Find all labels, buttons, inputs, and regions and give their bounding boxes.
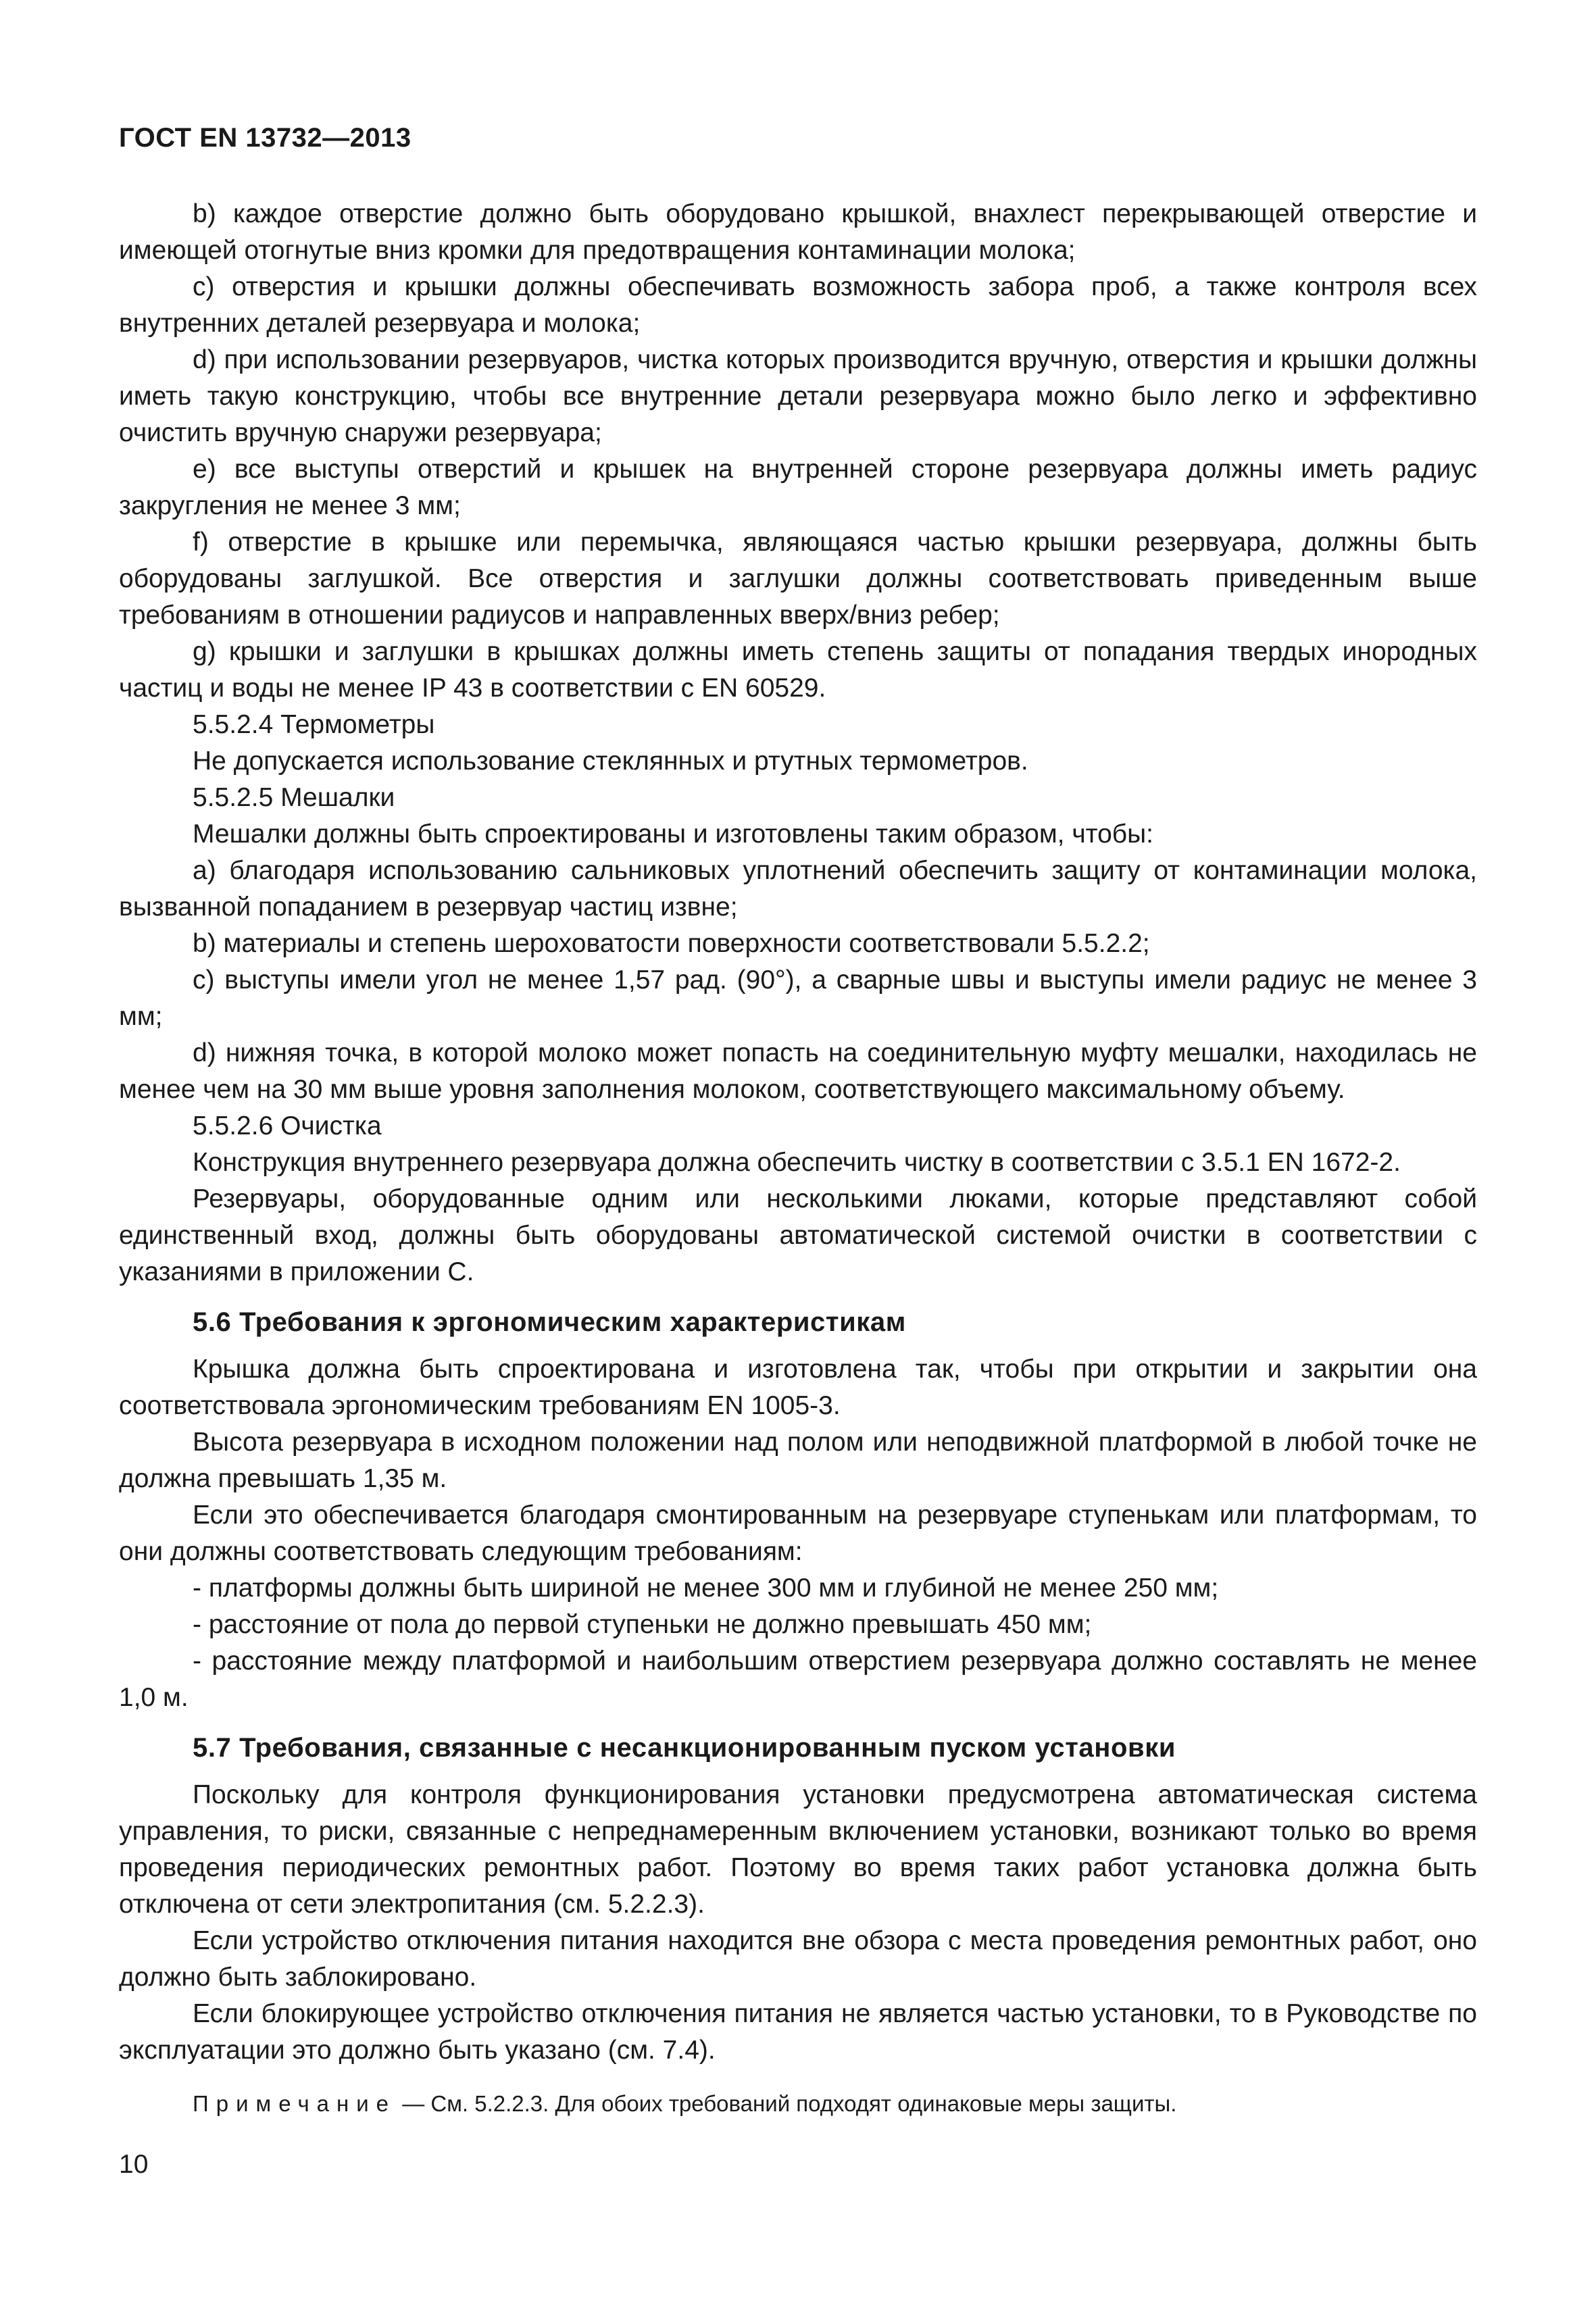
subsection-thermometers-title: 5.5.2.4 Термометры [193,710,435,739]
section-5-6-title: 5.6 Требования к эргономическим характеристикам [193,1307,906,1337]
note-label: Примечание [193,2091,397,2116]
section-5-6 [119,1304,1477,1716]
section-5-7-title: 5.7 Требования, связанные с несанкционированным пуском установки [193,1733,1176,1763]
cleaning-hatches-text: Резервуары, оборудованные одним или несколькими люками, которые представляют собой единственный вход, должны быть оборудованы автоматической системой очистки в соответствии с указаниями в приложении С. [119,1184,1477,1286]
clause-c-openings: c) отверстия и крышки должны обеспечивать возможность забора проб, а также контроля всех внутренних деталей резервуара и молока; [119,272,1477,338]
thermometers-text: Не допускается использование стеклянных и ртутных термометров. [193,747,1028,776]
section-5-6-list-item: - платформы должны быть шириной не менее 300 мм и глубиной не менее 250 мм; [193,1574,1219,1603]
agitators-clause-c: c) выступы имели угол не менее 1,57 рад. (90°), а сварные швы и выступы имели радиус не менее 3 мм; [119,965,1477,1031]
agitators-intro: Мешалки должны быть спроектированы и изготовлены таким образом, чтобы: [193,820,1153,849]
page-number: 10 [119,2150,149,2179]
section-5-6-paragraph: Высота резервуара в исходном положении над полом или неподвижной платформой в любой точке не должна превышать 1,35 м. [119,1428,1477,1493]
section-5-7-paragraph: Если блокирующее устройство отключения питания не является частью установки, то в Руководстве по эксплуатации это должно быть указано (см. 7.4). [119,1999,1477,2065]
opening-clauses [119,196,1477,1290]
document-header: ГОСТ EN 13732—2013 [119,123,412,153]
clause-g-protection: g) крышки и заглушки в крышках должны иметь степень защиты от попадания твердых инородных частиц и воды не менее IP 43 в соответствии с EN 60529. [119,637,1477,703]
section-5-6-list-item: - расстояние между платформой и наибольшим отверстием резервуара должно составлять не менее 1,0 м. [119,1646,1477,1712]
note [119,2088,1477,2120]
section-5-7 [119,1730,1477,2069]
subsection-agitators-title: 5.5.2.5 Мешалки [193,783,395,812]
section-5-6-list-item: - расстояние от пола до первой ступеньки не должно превышать 450 мм; [193,1610,1092,1639]
subsection-cleaning-title: 5.5.2.6 Очистка [193,1111,382,1140]
clause-b-covers: b) каждое отверстие должно быть оборудовано крышкой, внахлест перекрывающей отверстие и имеющей отогнутые вниз кромки для предотвращения контаминации молока; [119,199,1477,265]
clause-d-manual-cleaning: d) при использовании резервуаров, чистка которых производится вручную, отверстия и крышки должны иметь такую конструкцию, чтобы все внутренние детали резервуара можно было легко и эффективно очистить вручную снаружи резервуара; [119,345,1477,447]
section-5-6-paragraph: Если это обеспечивается благодаря смонтированным на резервуаре ступенькам или платформам, то они должны соответствовать следующим требованиям: [119,1501,1477,1566]
clause-f-plug: f) отверстие в крышке или перемычка, являющаяся частью крышки резервуара, должны быть оборудованы заглушкой. Все отверстия и заглушки должны соответствовать приведенным выше требованиям в отношении радиусов и направленных вверх/вниз ребер; [119,528,1477,630]
agitators-clause-a: а) благодаря использованию сальниковых уплотнений обеспечить защиту от контаминации молока, вызванной попаданием в резервуар частиц извне; [119,856,1477,922]
cleaning-text: Конструкция внутреннего резервуара должна обеспечить чистку в соответствии с 3.5.1 EN 1672-2. [193,1148,1401,1177]
clause-e-radius: e) все выступы отверстий и крышек на внутренней стороне резервуара должны иметь радиус закругления не менее 3 мм; [119,455,1477,520]
document-page [119,122,1477,2120]
section-5-7-paragraph: Поскольку для контроля функционирования установки предусмотрена автоматическая система управления, то риски, связанные с непреднамеренным включением установки, возникают только во время проведения периодических ремонтных работ. Поэтому во время таких работ установка должна быть отключена от сети электропитания (см. 5.2.2.3). [119,1780,1477,1919]
agitators-clause-d: d) нижняя точка, в которой молоко может попасть на соединительную муфту мешалки, находилась не менее чем на 30 мм выше уровня заполнения молоком, соответствующего максимальному объему. [119,1038,1477,1104]
section-5-6-paragraph: Крышка должна быть спроектирована и изготовлена так, чтобы при открытии и закрытии она соответствовала эргономическим требованиям EN 1005-3. [119,1355,1477,1420]
agitators-clause-b: b) материалы и степень шероховатости поверхности соответствовали 5.5.2.2; [193,929,1150,958]
note-text: — См. 5.2.2.3. Для обоих требований подходят одинаковые меры защиты. [402,2091,1177,2116]
section-5-7-paragraph: Если устройство отключения питания находится вне обзора с места проведения ремонтных работ, оно должно быть заблокировано. [119,1926,1477,1992]
